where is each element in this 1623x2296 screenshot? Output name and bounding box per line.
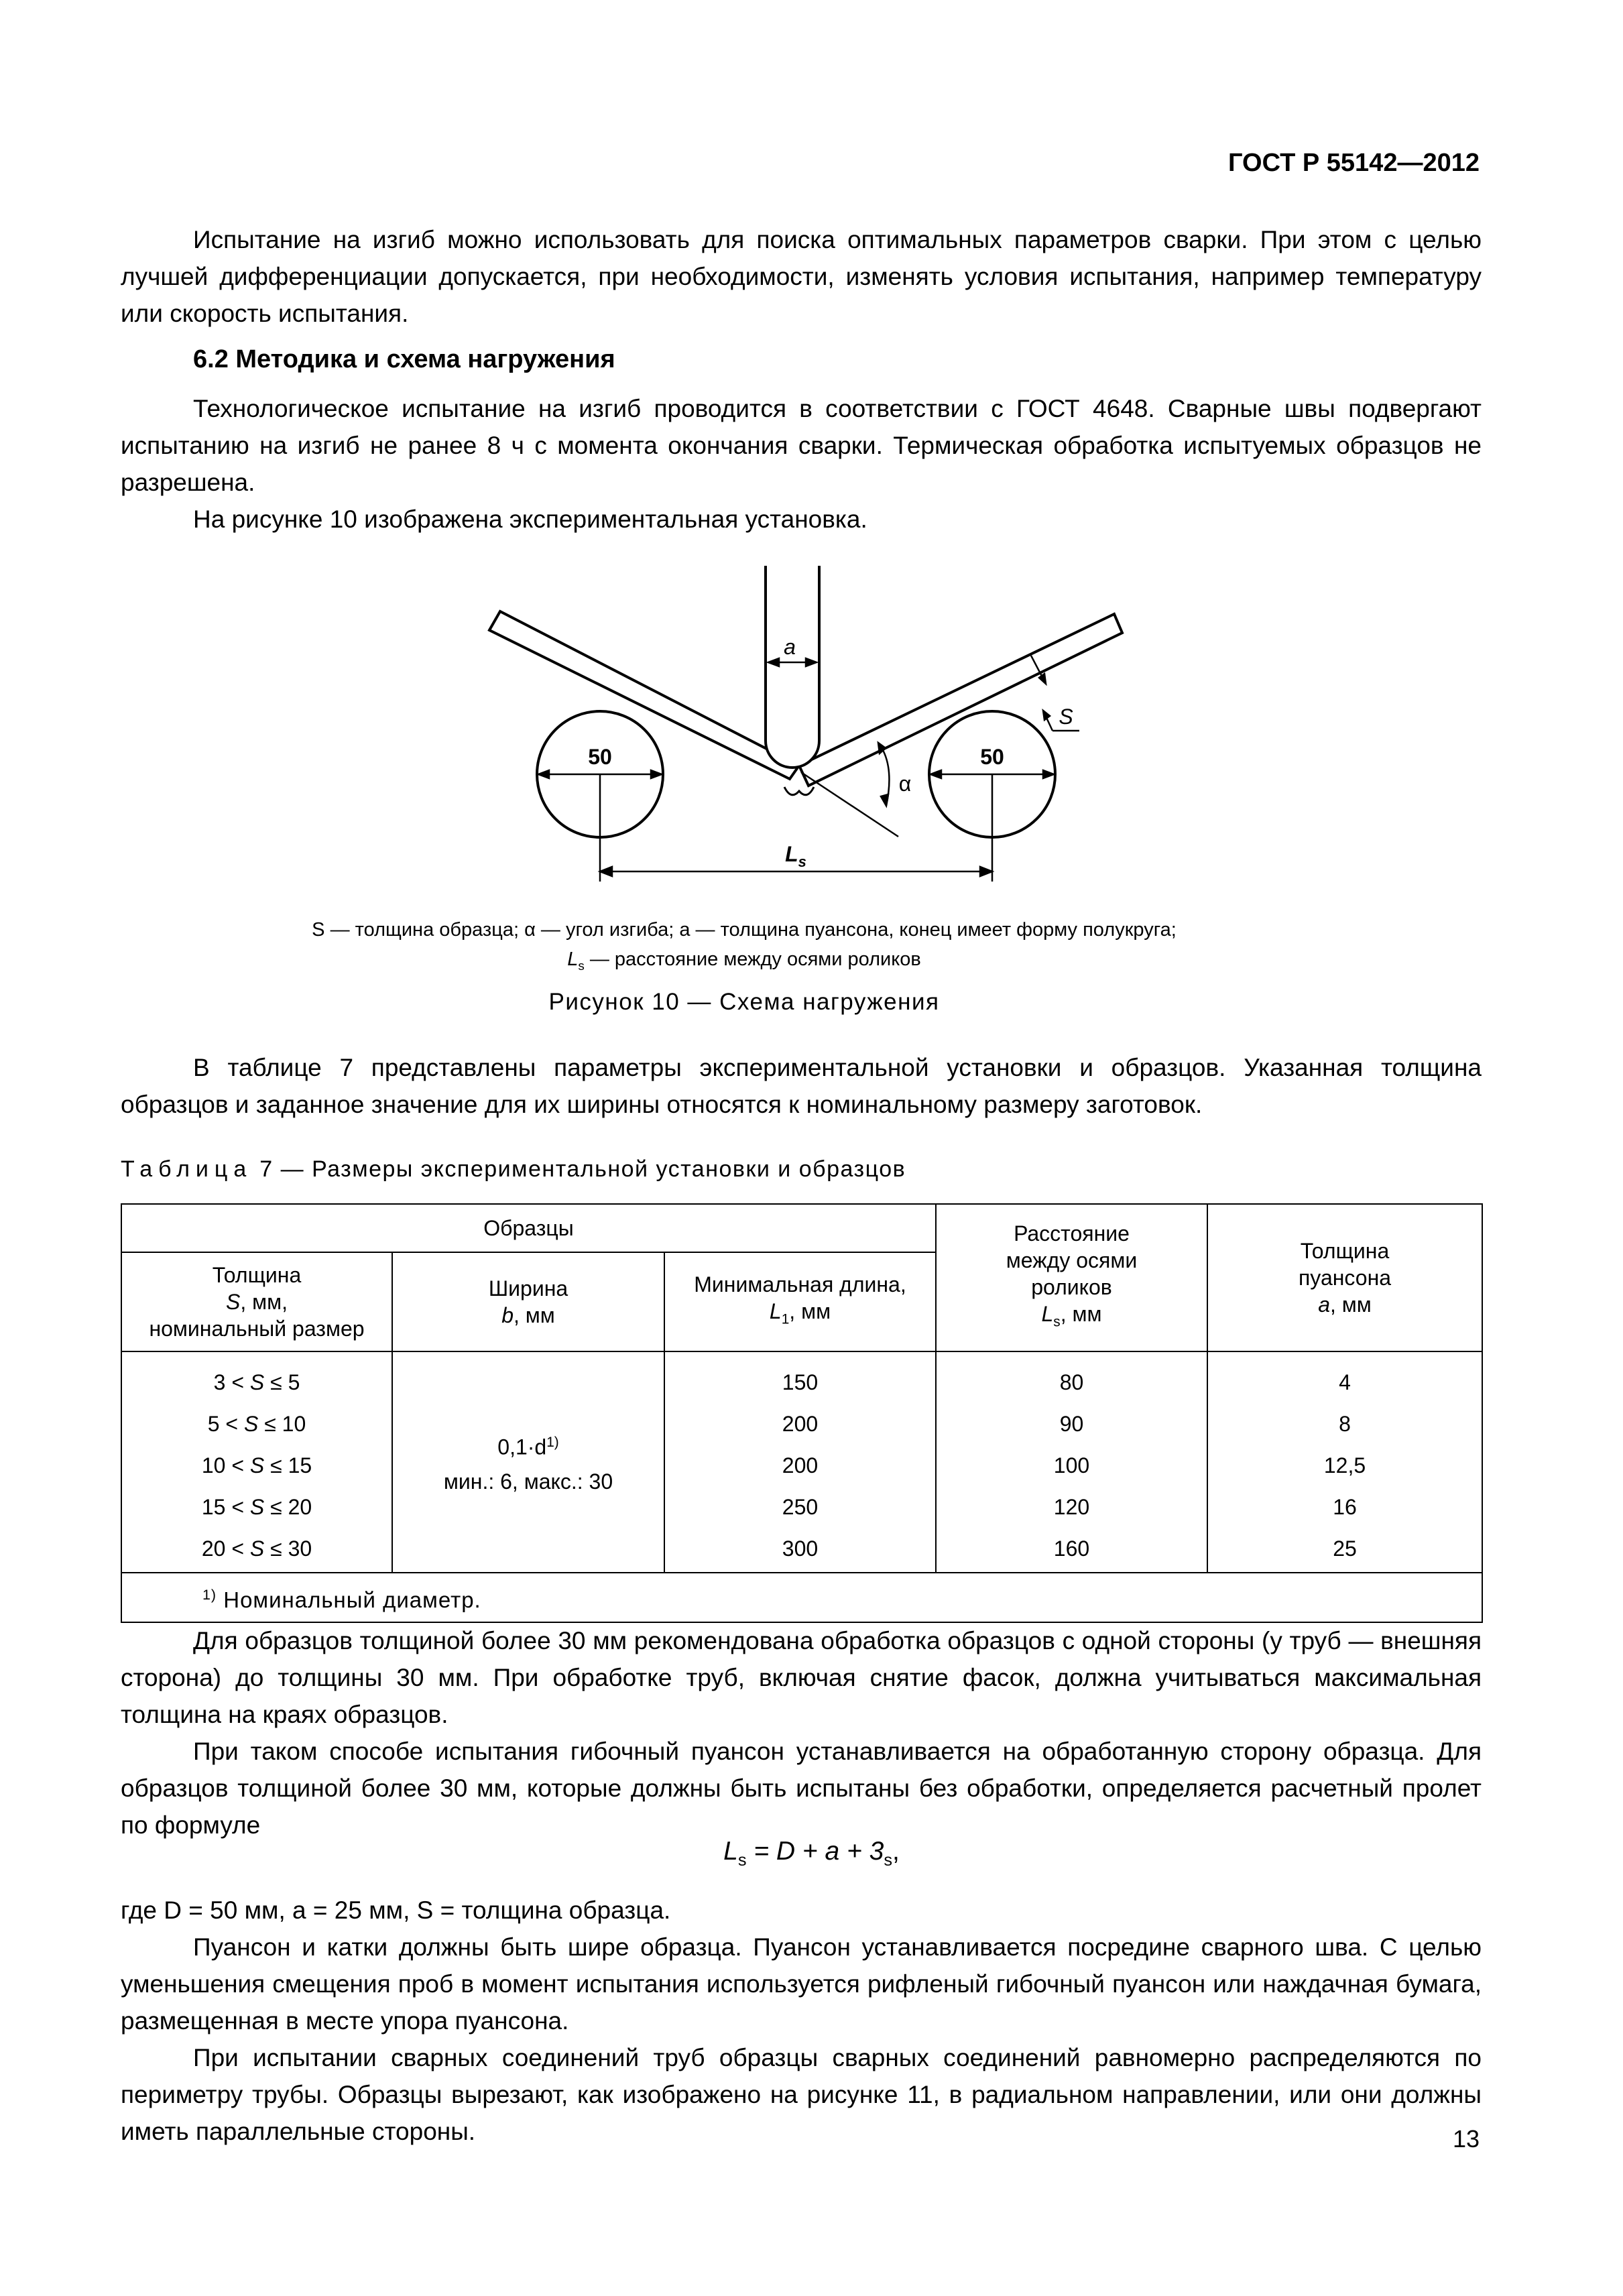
- header-width: Ширина b, мм: [392, 1252, 664, 1351]
- label-alpha: α: [898, 772, 912, 796]
- punch-row-4: 16: [1333, 1495, 1357, 1519]
- punch-row-5: 25: [1333, 1536, 1357, 1561]
- min-length-row-5: 300: [782, 1536, 819, 1561]
- roller-left-label: 50: [588, 745, 612, 769]
- angle-extension-line: [801, 772, 898, 837]
- intro-text: Испытание на изгиб можно использовать для поиска оптимальных параметров сварки. При этом с целью лучшей дифференциации допускается, при необходимости, изменять условия испытания, например температуру или скорость испытания.: [121, 226, 1482, 327]
- thickness-row-4: 15 < S ≤ 20: [201, 1495, 312, 1519]
- header-samples: Образцы: [121, 1204, 936, 1252]
- table-title: Таблица 7 — Размеры экспериментальной установки и образцов: [121, 1156, 906, 1182]
- specimen-right-arm: [799, 614, 1122, 786]
- header-min-length: Минимальная длина, $L_1$, мм: [664, 1252, 936, 1351]
- label-ls: L: [785, 842, 798, 866]
- thickness-column: [121, 1351, 392, 1573]
- figure-caption: Рисунок 10 — Схема нагружения: [548, 989, 940, 1015]
- formula-where: где D = 50 мм, a = 25 мм, S = толщина образца.: [121, 1896, 671, 1924]
- closing-body: [121, 1892, 1482, 2150]
- span-formula: $L_s = D + a + 3_s$,: [723, 1837, 900, 1870]
- table-intro-paragraph: [121, 1049, 1482, 1123]
- punch-row-3: 12,5: [1323, 1453, 1366, 1477]
- distance-row-4: 120: [1053, 1495, 1090, 1519]
- after-table-paragraph-2: При таком способе испытания гибочный пуансон устанавливается на обработанную сторону образца. Для образцов толщиной более 30 мм, которые должны быть испытаны без обработки, определяется расчетный пролет по формуле: [121, 1738, 1482, 1839]
- section-body: [121, 390, 1482, 538]
- label-s: S: [1059, 705, 1073, 729]
- specimen-left-arm: [489, 611, 799, 779]
- section-paragraph-1: Технологическое испытание на изгиб проводится в соответствии с ГОСТ 4648. Сварные швы подвергают испытанию на изгиб не ранее 8 ч с момента окончания сварки. Термическая обработка испытуемых образцов не разрешена.: [121, 395, 1482, 496]
- thickness-row-3: 10 < S ≤ 15: [201, 1453, 312, 1477]
- weld-bead: [784, 787, 814, 795]
- min-length-row-3: 200: [782, 1453, 819, 1477]
- distance-row-2: 90: [1059, 1412, 1084, 1436]
- punch-row-1: 4: [1339, 1370, 1351, 1394]
- label-a: a: [784, 635, 796, 659]
- legend-line-1: S — толщина образца; α — угол изгиба; a — толщина пуансона, конец имеет форму полукруга;: [312, 919, 1177, 941]
- min-length-row-2: 200: [782, 1412, 819, 1436]
- dimensions-table: [121, 1203, 1483, 1623]
- label-ls-sub: s: [798, 853, 806, 870]
- svg-text:Ls: [785, 842, 806, 870]
- min-length-row-1: 150: [782, 1370, 819, 1394]
- table-footnote: $^{1)}$ Номинальный диаметр.: [121, 1573, 1482, 1622]
- table-intro-text: В таблице 7 представлены параметры экспериментальной установки и образцов. Указанная толщина образцов и заданное значение для их ширины относятся к номинальному размеру заготовок.: [121, 1054, 1482, 1118]
- loading-scheme-figure: [463, 563, 1133, 898]
- thickness-row-5: 20 < S ≤ 30: [201, 1536, 312, 1561]
- width-cell: $0,1\cdot d^{1)}$ мин.: 6, макс.: 30: [392, 1351, 664, 1573]
- after-table-body: [121, 1622, 1482, 1844]
- distance-row-1: 80: [1059, 1370, 1084, 1394]
- figure-legend: [201, 915, 1287, 981]
- distance-row-5: 160: [1053, 1536, 1090, 1561]
- header-thickness: Толщина S, мм, номинальный размер: [121, 1252, 392, 1351]
- min-length-column: [664, 1351, 936, 1573]
- section-paragraph-2: На рисунке 10 изображена экспериментальная установка.: [193, 505, 867, 533]
- legend-line-2: $L_s$ — расстояние между осями роликов: [567, 949, 921, 973]
- punch: [766, 566, 819, 768]
- closing-paragraph-2: При испытании сварных соединений труб образцы сварных соединений равномерно распределяются по периметру трубы. Образцы вырезают, как изображено на рисунке 11, в радиальном направлении, или они должны иметь параллельные стороны.: [121, 2044, 1482, 2145]
- thickness-row-1: 3 < S ≤ 5: [213, 1370, 300, 1394]
- thickness-row-2: 5 < S ≤ 10: [207, 1412, 306, 1436]
- header-distance: Расстояние между осями роликов $L_s$, мм: [936, 1204, 1207, 1351]
- punch-row-2: 8: [1339, 1412, 1351, 1436]
- punch-column: [1207, 1351, 1482, 1573]
- page-number: 13: [1452, 2125, 1480, 2153]
- section-title: 6.2 Методика и схема нагружения: [193, 345, 615, 373]
- intro-paragraph: [121, 221, 1482, 332]
- standard-number: ГОСТ Р 55142—2012: [1228, 149, 1480, 177]
- header-punch: Толщина пуансона a, мм: [1207, 1204, 1482, 1351]
- distance-row-3: 100: [1053, 1453, 1090, 1477]
- min-length-row-4: 250: [782, 1495, 819, 1519]
- distance-column: [936, 1351, 1207, 1573]
- roller-right-label: 50: [980, 745, 1004, 769]
- closing-paragraph-1: Пуансон и катки должны быть шире образца. Пуансон устанавливается посредине сварного шва. С целью уменьшения смещения проб в момент испытания используется рифленый гибочный пуансон или наждачная бумага, размещенная в месте упора пуансона.: [121, 1933, 1482, 2035]
- after-table-paragraph-1: Для образцов толщиной более 30 мм рекомендована обработка образцов с одной стороны (у труб — внешняя сторона) до толщины 30 мм. При обработке труб, включая снятие фасок, должна учитываться максимальная толщина на краях образцов.: [121, 1627, 1482, 1728]
